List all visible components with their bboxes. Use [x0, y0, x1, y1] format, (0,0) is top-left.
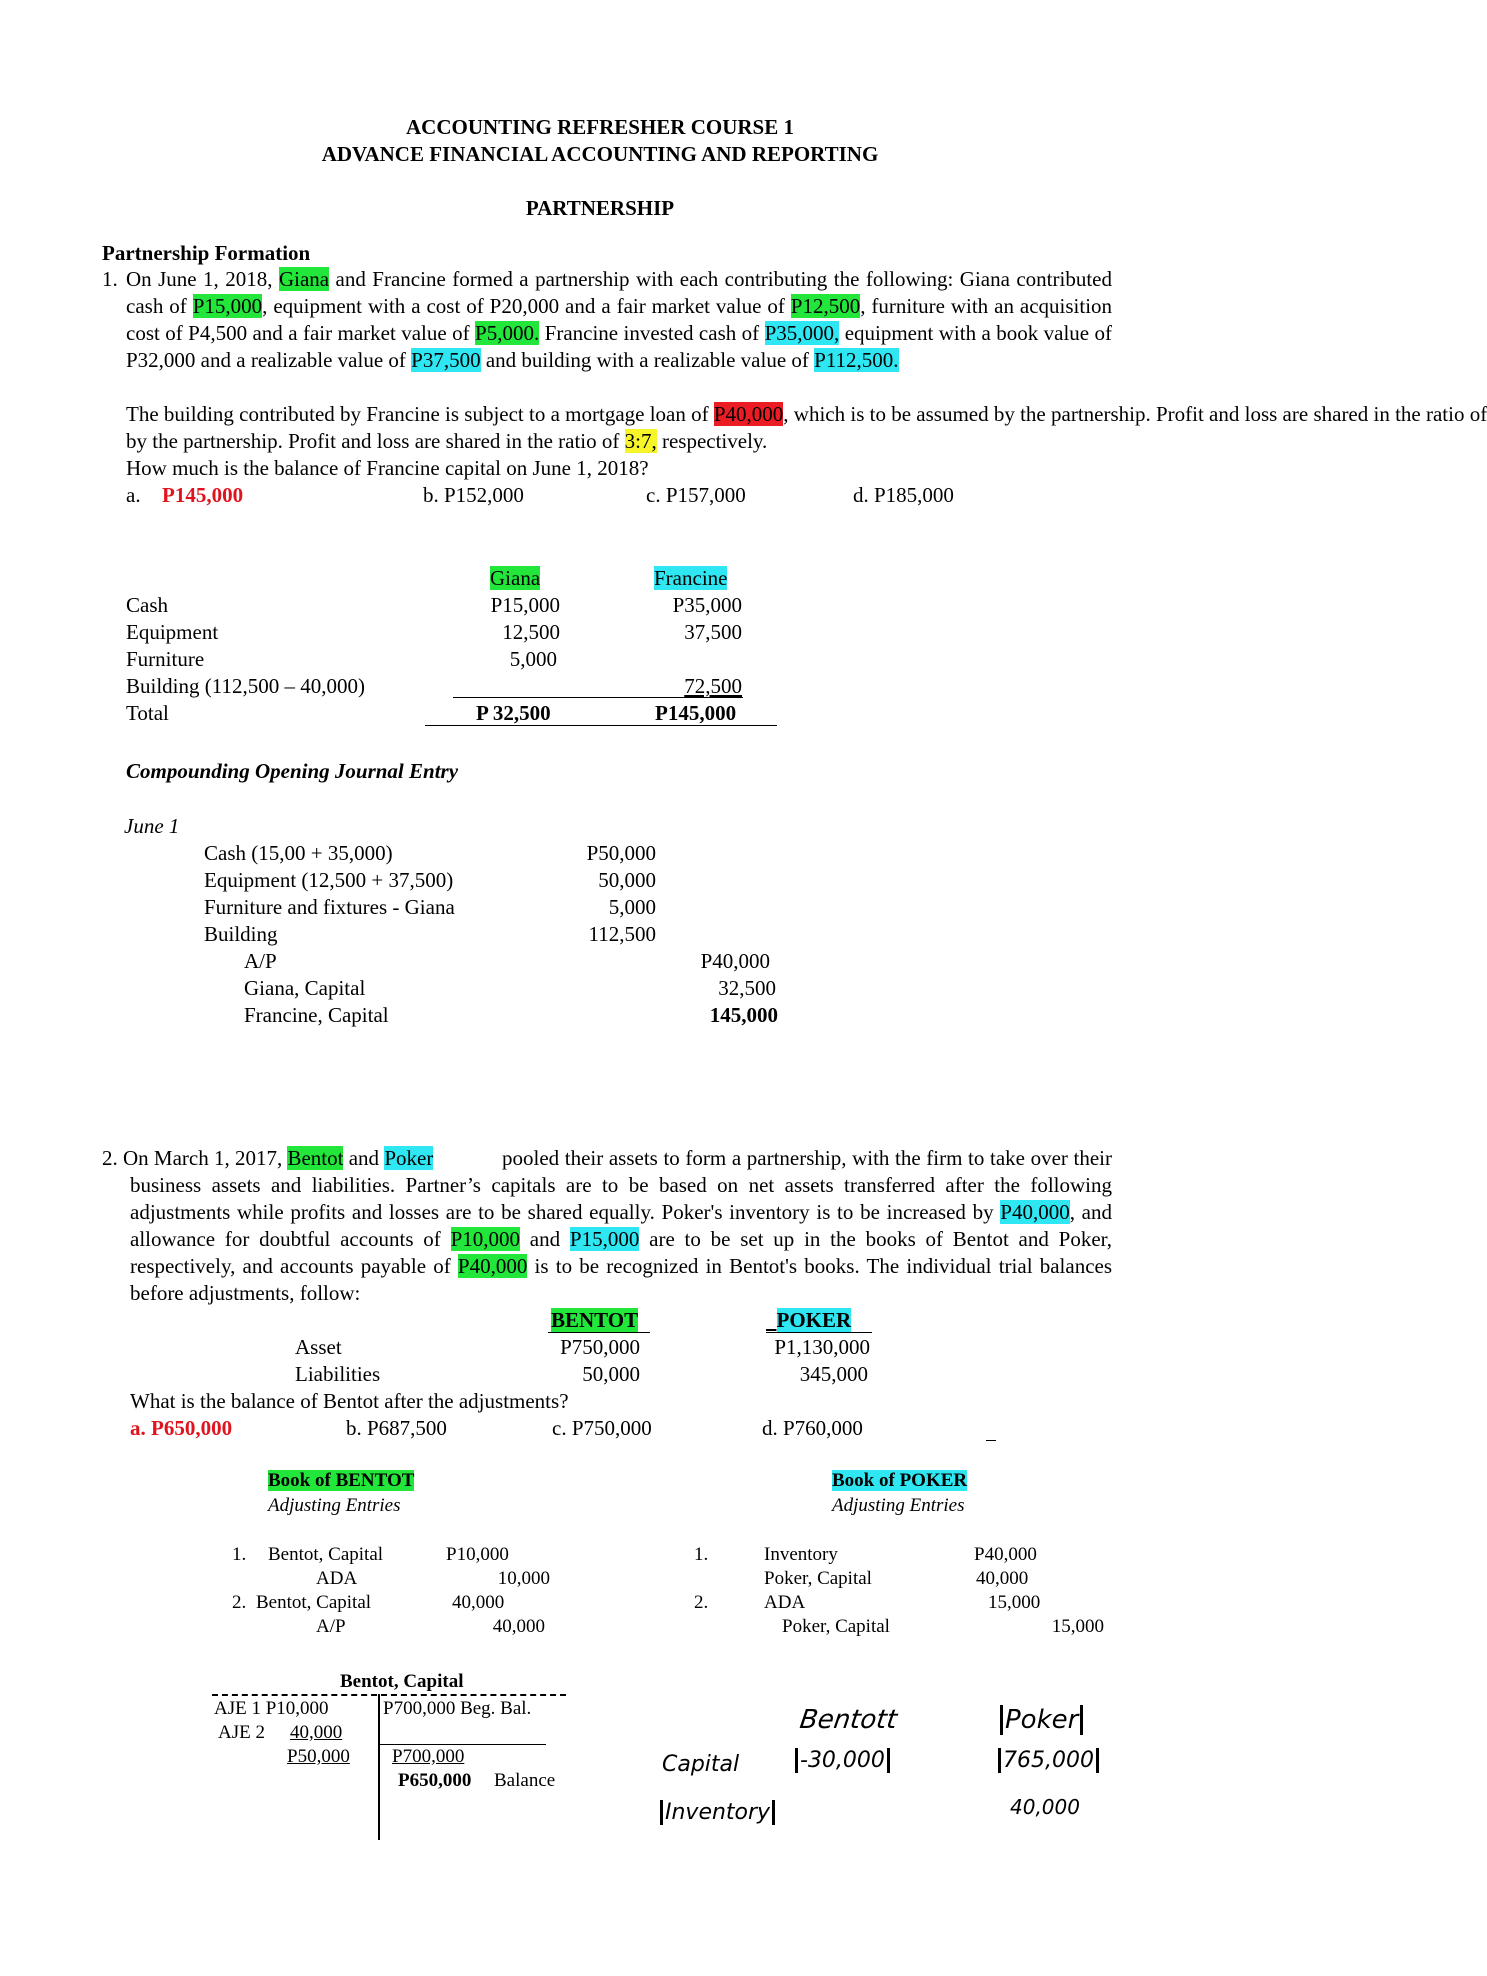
- book-poker-title: Book of POKER: [832, 1470, 968, 1491]
- adj-account: Poker, Capital: [782, 1616, 890, 1637]
- row-label: Building (112,500 – 40,000): [126, 674, 365, 698]
- subject-title: ADVANCE FINANCIAL ACCOUNTING AND REPORTING: [321, 142, 879, 166]
- adj-account: Bentot, Capital: [256, 1592, 372, 1613]
- journal-debit: 112,500: [588, 922, 656, 946]
- journal-credit: 145,000: [709, 1003, 778, 1027]
- choice-c: c. P750,000: [552, 1416, 652, 1440]
- t-balance-value: P650,000: [398, 1770, 472, 1791]
- adj-account: Poker, Capital: [764, 1568, 872, 1589]
- tb-label: Asset: [295, 1335, 342, 1359]
- journal-account: A/P: [244, 949, 277, 973]
- choice-d: d. P760,000: [762, 1416, 863, 1440]
- journal-account: Giana, Capital: [244, 976, 366, 1000]
- t-dr-aje2-label: AJE 2: [218, 1722, 265, 1743]
- row-giana: P15,000: [490, 593, 560, 617]
- t-account-top-rule: [212, 1694, 566, 1696]
- question-1: How much is the balance of Francine capital on June 1, 2018?: [126, 456, 649, 480]
- adj-credit: 15,000: [1051, 1616, 1104, 1637]
- journal-debit: 5,000: [608, 895, 656, 919]
- handwritten-note: 40,000: [1010, 1795, 1080, 1819]
- problem-2-first-line: 2. On March 1, 2017, Bentot and Poker: [102, 1146, 434, 1170]
- course-title: ACCOUNTING REFRESHER COURSE 1: [406, 115, 794, 139]
- question-2: What is the balance of Bentot after the adjustments?: [130, 1389, 569, 1413]
- choice-b: b. P687,500: [346, 1416, 447, 1440]
- t-cr-beg: P700,000 Beg. Bal.: [383, 1698, 532, 1719]
- adj-debit: P10,000: [446, 1544, 509, 1565]
- handwritten-note: Capital: [662, 1752, 740, 1777]
- t-account-title: Bentot, Capital: [340, 1671, 464, 1692]
- item-number: 1.: [102, 267, 118, 291]
- row-label: Furniture: [126, 647, 205, 671]
- col-giana: Giana: [490, 566, 541, 590]
- choice-b: b. P152,000: [423, 483, 524, 507]
- total-rule: [425, 725, 777, 726]
- row-francine: P35,000: [672, 593, 742, 617]
- subtotal-rule: [453, 697, 743, 698]
- row-giana: 5,000: [509, 647, 557, 671]
- t-dr-total: P50,000: [287, 1746, 350, 1767]
- total-francine: P145,000: [655, 701, 737, 725]
- journal-debit: P50,000: [586, 841, 656, 865]
- choice-d: d. P185,000: [853, 483, 954, 507]
- row-francine: 37,500: [684, 620, 742, 644]
- adj-debit: 40,000: [452, 1592, 505, 1613]
- book-poker-sub: Adjusting Entries: [832, 1495, 965, 1516]
- adj-credit: 40,000: [492, 1616, 545, 1637]
- choice-a-letter: a.: [126, 483, 141, 507]
- book-bentot-title: Book of BENTOT: [268, 1470, 415, 1491]
- t-account-divider: [378, 1694, 380, 1840]
- row-label: Total: [126, 701, 169, 725]
- adj-num: 2.: [694, 1592, 709, 1613]
- section-heading: Partnership Formation: [102, 241, 311, 265]
- choice-a-answer: a. P650,000: [130, 1416, 233, 1440]
- row-label: Cash: [126, 593, 168, 617]
- choice-c: c. P157,000: [646, 483, 746, 507]
- handwritten-note: -30,000: [795, 1748, 890, 1773]
- tb-poker: P1,130,000: [774, 1335, 870, 1359]
- handwritten-note: Inventory: [660, 1800, 775, 1825]
- tb-bentot: 50,000: [582, 1362, 640, 1386]
- adj-num: 2.: [232, 1592, 247, 1613]
- adj-account: Bentot, Capital: [268, 1544, 384, 1565]
- tb-poker: 345,000: [799, 1362, 868, 1386]
- row-giana: 12,500: [502, 620, 560, 644]
- total-giana: P 32,500: [476, 701, 551, 725]
- row-francine: 72,500: [684, 674, 742, 698]
- problem-1-text-d: by the partnership. Profit and loss are shared in the ratio of 3:7, respectively.: [126, 429, 768, 453]
- adj-account: ADA: [764, 1592, 806, 1613]
- book-bentot-sub: Adjusting Entries: [268, 1495, 401, 1516]
- choice-a-answer: P145,000: [162, 483, 244, 507]
- tb-col-bentot: BENTOT: [551, 1308, 639, 1332]
- adj-num: 1.: [694, 1544, 709, 1565]
- stray-mark: [986, 1440, 996, 1441]
- journal-title: Compounding Opening Journal Entry: [126, 759, 459, 783]
- tb-rule: [548, 1332, 650, 1333]
- row-label: Equipment: [126, 620, 219, 644]
- handwritten-note: Bentott: [797, 1705, 899, 1735]
- journal-account: Cash (15,00 + 35,000): [204, 841, 393, 865]
- journal-credit: P40,000: [700, 949, 770, 973]
- journal-credit: 32,500: [718, 976, 776, 1000]
- col-francine: Francine: [654, 566, 728, 590]
- adj-num: 1.: [232, 1544, 247, 1565]
- adj-debit: 15,000: [988, 1592, 1041, 1613]
- adj-account: A/P: [316, 1616, 346, 1637]
- journal-debit: 50,000: [598, 868, 656, 892]
- journal-date: June 1: [124, 814, 180, 838]
- adj-credit: 10,000: [497, 1568, 550, 1589]
- adj-account: ADA: [316, 1568, 358, 1589]
- handwritten-note: Poker: [1000, 1705, 1083, 1735]
- problem-2-text: pooled their assets to form a partnership, with the firm to take over their business assets and liabilities. Partner’s capitals are to be based on net assets transferred after the following adjustments while profits and losses are to be shared equally. Poker's inventory is to be increased by P40,000, and allowance for doubtful accounts of P10,000 and P15,000 are to be set up in the books of Bentot and Poker, respectively, and accounts payable of P40,000 is to be recognized in Bentot's books. The individual trial balances before adjustments, follow:: [130, 1146, 1113, 1305]
- adj-account: Inventory: [764, 1544, 838, 1565]
- t-cr-total: P700,000: [392, 1746, 465, 1767]
- journal-account: Furniture and fixtures - Giana: [204, 895, 455, 919]
- tb-label: Liabilities: [295, 1362, 381, 1386]
- tb-bentot: P750,000: [560, 1335, 640, 1359]
- adj-debit: 40,000: [976, 1568, 1029, 1589]
- problem-1-text-b: The building contributed by Francine is subject to a mortgage loan of P40,000, which is to be assumed by the partnership. Profit and loss are shared in the ratio of: [126, 402, 1487, 426]
- t-dr-aje2: 40,000: [290, 1722, 343, 1743]
- handwritten-note: 765,000: [998, 1748, 1099, 1773]
- tb-col-poker: POKER: [776, 1308, 852, 1332]
- adj-debit: P40,000: [974, 1544, 1037, 1565]
- t-dr-aje1: AJE 1 P10,000: [214, 1698, 329, 1719]
- topic-title: PARTNERSHIP: [525, 196, 675, 220]
- tb-rule: [766, 1332, 872, 1333]
- journal-account: Equipment (12,500 + 37,500): [204, 868, 454, 892]
- t-balance-label: Balance: [494, 1770, 556, 1791]
- journal-account: Francine, Capital: [244, 1003, 389, 1027]
- problem-1-text: On June 1, 2018, Giana and Francine formed a partnership with each contributing the following: Giana contributed cash of P15,000, equipment with a cost of P20,000 and a fair market value of P12,500, furniture with an acquisition cost of P4,500 and a fair market value of P5,000. Francine invested cash of P35,000, equipment with a book value of P32,000 and a realizable value of P37,500 and building with a realizable value of P112,500.: [126, 267, 1113, 372]
- journal-account: Building: [204, 922, 278, 946]
